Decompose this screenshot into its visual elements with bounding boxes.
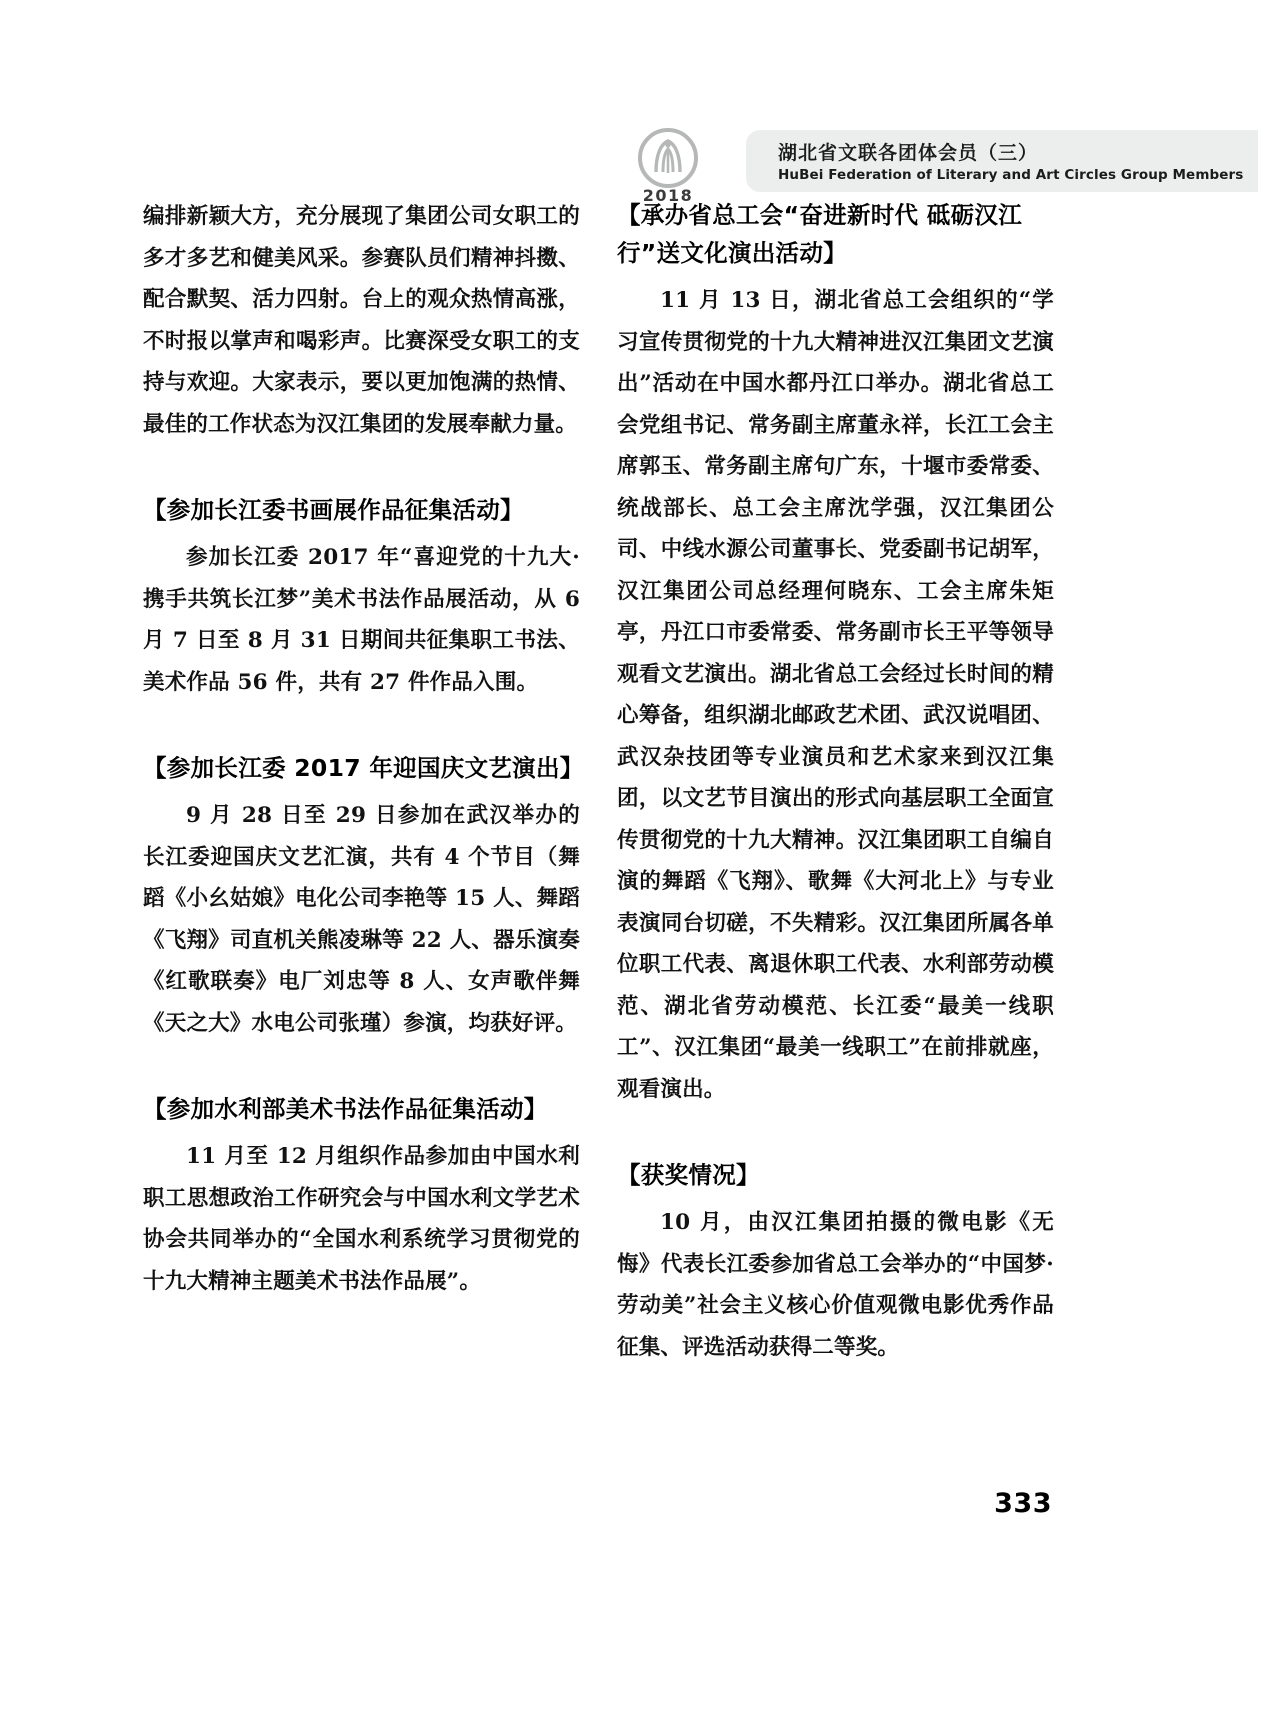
section-body-awards: 10 月，由汉江集团拍摄的微电影《无悔》代表长江委参加省总工会举办的“中国梦·劳动美”社会主义核心价值观微电影优秀作品征集、评选活动获得二等奖。 [617,1210,1054,1360]
section-spacer [143,703,580,749]
section-body-union-culture-tour: 11 月 13 日，湖北省总工会组织的“学习宣传贯彻党的十九大精神进汉江集团文艺演出”活动在中国水都丹江口举办。湖北省总工会党组书记、常务副主席董永祥，长江工会主席郭玉、常务副主席句广东，十堰市委常委、统战部长、总工会主席沈学强，汉江集团公司、中线水源公司董事长、党委副书记胡军，汉江集团公司总经理何晓东、工会主席朱矩亭，丹江口市委常委、常务副市长王平等领导观看文艺演出。湖北省总工会经过长时间的精心筹备，组织湖北邮政艺术团、武汉说唱团、武汉杂技团等专业演员和艺术家来到汉江集团，以文艺节目演出的形式向基层职工全面宣传贯彻党的十九大精神。汉江集团职工自编自演的舞蹈《飞翔》、歌舞《大河北上》与专业表演同台切磋，不失精彩。汉江集团所属各单位职工代表、离退休职工代表、水利部劳动模范、湖北省劳动模范、长江委“最美一线职工”、汉江集团“最美一线职工”在前排就座，观看演出。 [617,288,1054,1102]
arch-emblem-icon [638,128,698,188]
header-title-english: HuBei Federation of Literary and Art Circles Group Members [778,167,1244,183]
section-heading-calligraphy-exhibition: 【参加长江委书画展作品征集活动】 [143,496,524,524]
section-heading-union-culture-tour: 【承办省总工会“奋进新时代 砥砺汉江行”送文化演出活动】 [617,201,1023,267]
section-heading-water-resources-art: 【参加水利部美术书法作品征集活动】 [143,1095,548,1123]
section-body-calligraphy-exhibition: 参加长江委 2017 年“喜迎党的十九大·携手共筑长江梦”美术书法作品展活动，从 6 月 7 日至 8 月 31 日期间共征集职工书法、美术作品 56 件，共有 27 件作品入围。 [143,545,580,695]
heading-spacer [617,272,1054,280]
heading-spacer [617,1194,1054,1202]
section-spacer [143,1044,580,1090]
section-spacer [143,445,580,491]
heading-spacer [143,529,580,537]
page-number: 333 [994,1488,1052,1519]
section-spacer [617,1110,1054,1156]
header-title-chinese: 湖北省文联各团体会员（三） [778,142,1039,164]
heading-spacer [143,787,580,795]
section-heading-awards: 【获奖情况】 [617,1161,760,1189]
left-column [143,196,584,1302]
section-heading-national-day-performance: 【参加长江委 2017 年迎国庆文艺演出】 [143,754,584,782]
logo-year-label: 2018 [642,186,694,205]
running-header [0,62,1276,205]
heading-spacer [143,1128,580,1136]
section-body-national-day-performance: 9 月 28 日至 29 日参加在武汉举办的长江委迎国庆文艺汇演，共有 4 个节目（舞蹈《小幺姑娘》电化公司李艳等 15 人、舞蹈《飞翔》司直机关熊凌琳等 22 人、器乐演奏《红歌联奏》电厂刘忠等 8 人、女声歌伴舞《天之大》水电公司张瑾）参演，均获好评。 [143,803,580,1036]
section-body-water-resources-art: 11 月至 12 月组织作品参加由中国水利职工思想政治工作研究会与中国水利文学艺术协会共同举办的“全国水利系统学习贯彻党的十九大精神主题美术书法作品展”。 [143,1144,580,1294]
continued-paragraph: 编排新颖大方，充分展现了集团公司女职工的多才多艺和健美风采。参赛队员们精神抖擞、配合默契、活力四射。台上的观众热情高涨，不时报以掌声和喝彩声。比赛深受女职工的支持与欢迎。大家表示，要以更加饱满的热情、最佳的工作状态为汉江集团的发展奉献力量。 [143,204,580,437]
right-column [617,196,1054,1368]
